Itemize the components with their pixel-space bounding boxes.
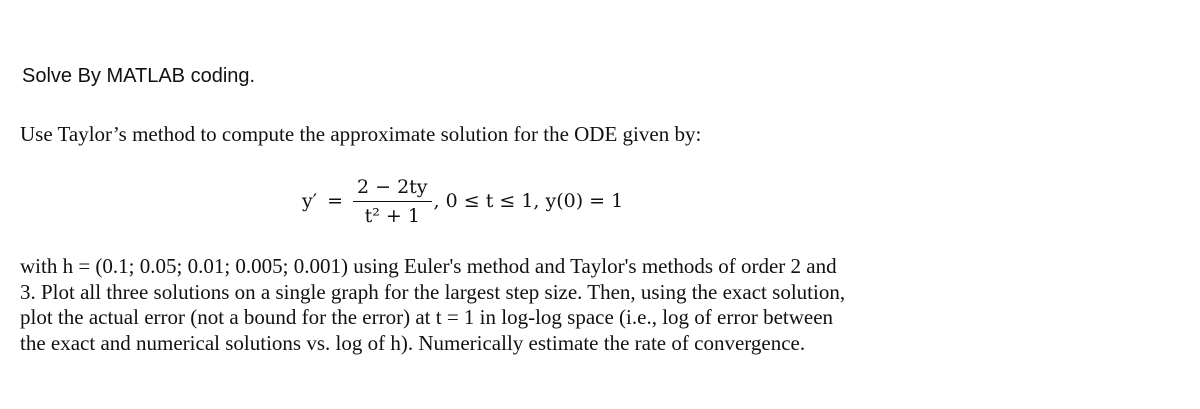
paragraph-line: the exact and numerical solutions vs. log of h). Numerically estimate the rate of convergence.: [20, 330, 806, 355]
intro-sentence: Use Taylor’s method to compute the approximate solution for the ODE given by:: [20, 122, 702, 146]
paragraph-line: with h = (0.1; 0.05; 0.01; 0.005; 0.001) using Euler's method and Taylor's methods of order 2 and: [20, 254, 837, 278]
question-heading: Solve By MATLAB coding.: [22, 65, 256, 87]
fraction-denominator: t² + 1: [364, 204, 420, 227]
instructions-paragraph: [20, 254, 920, 356]
fraction-numerator: 2 − 2ty: [353, 176, 432, 202]
equation-equals: =: [327, 190, 343, 212]
equation-lhs: y′: [302, 190, 318, 212]
equation-fraction: [353, 176, 432, 227]
equation-conditions: , 0 ≤ t ≤ 1, y(0) = 1: [433, 190, 624, 212]
paragraph-line: 3. Plot all three solutions on a single graph for the largest step size. Then, using the exact solution,: [20, 279, 846, 304]
paragraph-line: plot the actual error (not a bound for the error) at t = 1 in log-log space (i.e., log of error between: [20, 305, 834, 329]
ode-equation: [302, 172, 623, 230]
